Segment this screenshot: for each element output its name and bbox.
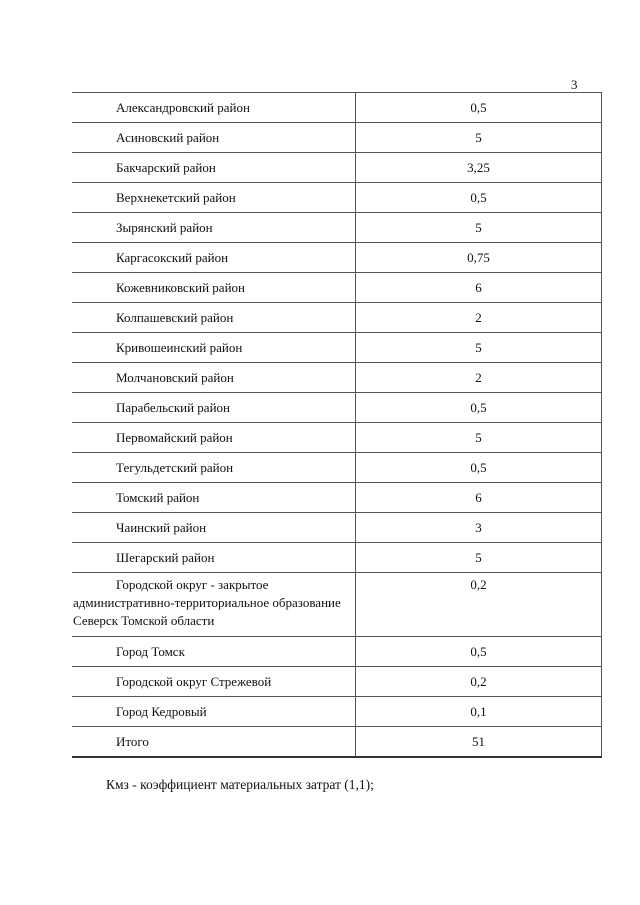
district-value-cell bbox=[356, 243, 602, 273]
table-row bbox=[72, 483, 602, 513]
district-name: Асиновский район bbox=[116, 130, 220, 145]
district-name-cell bbox=[72, 153, 356, 183]
district-value-cell bbox=[356, 123, 602, 153]
table-row bbox=[72, 697, 602, 727]
district-value: 5 bbox=[475, 550, 482, 565]
table-row bbox=[72, 213, 602, 243]
district-name-cell bbox=[72, 393, 356, 423]
table-row bbox=[72, 183, 602, 213]
district-name: Каргасокский район bbox=[116, 250, 229, 265]
district-value-cell bbox=[356, 93, 602, 123]
district-name-cell bbox=[72, 363, 356, 393]
footnote: Кмз - коэффициент материальных затрат (1,1); bbox=[106, 777, 374, 792]
district-name-cell bbox=[72, 667, 356, 697]
district-value-cell bbox=[356, 333, 602, 363]
district-name: Чаинский район bbox=[116, 520, 207, 535]
district-value-cell bbox=[356, 273, 602, 303]
table-row bbox=[72, 393, 602, 423]
table-row bbox=[72, 667, 602, 697]
district-name-cell bbox=[72, 573, 356, 637]
district-name: Александровский район bbox=[116, 100, 250, 115]
table-row bbox=[72, 453, 602, 483]
district-name: Тегульдетский район bbox=[116, 460, 234, 475]
district-value: 0,5 bbox=[470, 190, 487, 205]
district-name-cell bbox=[72, 543, 356, 573]
district-value: 0,5 bbox=[470, 100, 487, 115]
district-name-cell bbox=[72, 637, 356, 667]
table-row bbox=[72, 727, 602, 758]
district-name-cell bbox=[72, 697, 356, 727]
district-name-cell bbox=[72, 513, 356, 543]
district-value-cell bbox=[356, 303, 602, 333]
district-value: 51 bbox=[472, 734, 485, 749]
table-row bbox=[72, 273, 602, 303]
district-name: Колпашевский район bbox=[116, 310, 234, 325]
district-name-cell bbox=[72, 453, 356, 483]
district-name: Томский район bbox=[116, 490, 200, 505]
district-value-cell bbox=[356, 453, 602, 483]
table-row bbox=[72, 637, 602, 667]
district-value-cell bbox=[356, 637, 602, 667]
district-value-cell bbox=[356, 667, 602, 697]
district-value: 5 bbox=[475, 340, 482, 355]
district-name: Итого bbox=[116, 734, 149, 749]
district-name: Верхнекетский район bbox=[116, 190, 236, 205]
district-value-cell bbox=[356, 363, 602, 393]
district-value: 0,2 bbox=[470, 674, 487, 689]
district-value: 0,1 bbox=[470, 704, 487, 719]
district-value: 5 bbox=[475, 430, 482, 445]
district-name-cell bbox=[72, 333, 356, 363]
districts-table-body bbox=[72, 93, 602, 758]
table-row bbox=[72, 123, 602, 153]
district-name-cell bbox=[72, 183, 356, 213]
district-name-cell bbox=[72, 483, 356, 513]
district-name-cell bbox=[72, 273, 356, 303]
district-value-cell bbox=[356, 543, 602, 573]
district-value-cell bbox=[356, 393, 602, 423]
district-value-cell bbox=[356, 213, 602, 243]
district-name: Зырянский район bbox=[116, 220, 213, 235]
district-name: Бакчарский район bbox=[116, 160, 216, 175]
district-value: 2 bbox=[475, 370, 482, 385]
table-row bbox=[72, 93, 602, 123]
district-name-cell bbox=[72, 243, 356, 273]
district-name: Шегарский район bbox=[116, 550, 215, 565]
district-name: Городской округ Стрежевой bbox=[116, 674, 272, 689]
district-value-cell bbox=[356, 483, 602, 513]
district-name: Городской округ - закрытое административно-территориальное образование Северск Томской области bbox=[73, 577, 341, 628]
table-row bbox=[72, 153, 602, 183]
district-name: Первомайский район bbox=[116, 430, 233, 445]
district-value-cell bbox=[356, 513, 602, 543]
district-name: Город Кедровый bbox=[116, 704, 207, 719]
district-value-cell bbox=[356, 183, 602, 213]
district-value: 3,25 bbox=[467, 160, 490, 175]
district-name-cell bbox=[72, 303, 356, 333]
district-name-cell bbox=[72, 213, 356, 243]
district-name: Кривошеинский район bbox=[116, 340, 243, 355]
district-value: 6 bbox=[475, 490, 482, 505]
district-value: 0,5 bbox=[470, 644, 487, 659]
table-row bbox=[72, 243, 602, 273]
table-row bbox=[72, 333, 602, 363]
district-name: Молчановский район bbox=[116, 370, 234, 385]
district-value: 5 bbox=[475, 220, 482, 235]
district-value: 0,5 bbox=[470, 400, 487, 415]
district-value-cell bbox=[356, 727, 602, 758]
district-name: Кожевниковский район bbox=[116, 280, 245, 295]
district-value: 5 bbox=[475, 130, 482, 145]
district-value: 6 bbox=[475, 280, 482, 295]
district-name-cell bbox=[72, 727, 356, 758]
table-row bbox=[72, 543, 602, 573]
district-name-cell bbox=[72, 123, 356, 153]
district-value-cell bbox=[356, 697, 602, 727]
table-row bbox=[72, 573, 602, 637]
page-number: 3 bbox=[571, 77, 578, 92]
district-value: 0,2 bbox=[470, 577, 487, 592]
district-name: Парабельский район bbox=[116, 400, 230, 415]
table-row bbox=[72, 423, 602, 453]
table-row bbox=[72, 363, 602, 393]
district-value: 3 bbox=[475, 520, 482, 535]
district-name-cell bbox=[72, 93, 356, 123]
table-row bbox=[72, 513, 602, 543]
district-name: Город Томск bbox=[116, 644, 185, 659]
district-value-cell bbox=[356, 573, 602, 637]
districts-table bbox=[72, 92, 602, 758]
district-value: 2 bbox=[475, 310, 482, 325]
district-value: 0,5 bbox=[470, 460, 487, 475]
district-value-cell bbox=[356, 423, 602, 453]
district-name-cell bbox=[72, 423, 356, 453]
table-row bbox=[72, 303, 602, 333]
district-value-cell bbox=[356, 153, 602, 183]
district-value: 0,75 bbox=[467, 250, 490, 265]
